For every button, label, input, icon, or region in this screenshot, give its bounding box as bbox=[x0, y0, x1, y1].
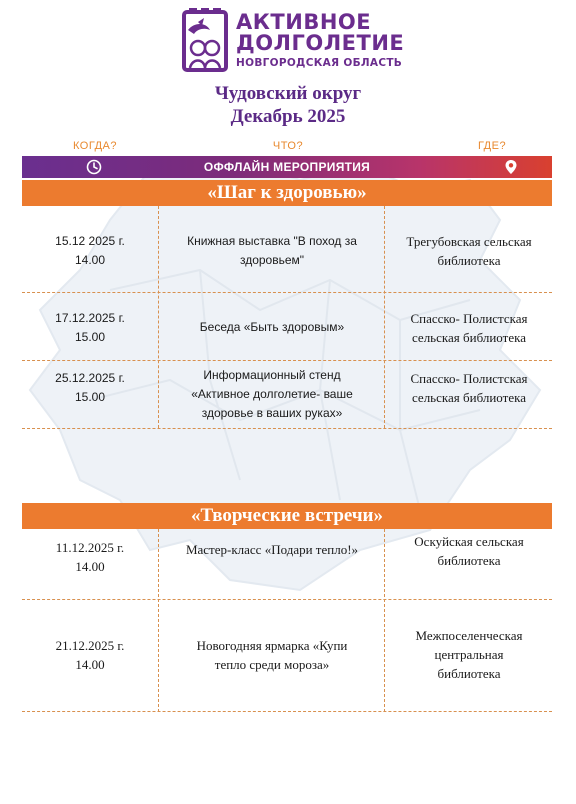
event-place-cell bbox=[386, 626, 552, 683]
logo-emblem-icon bbox=[180, 8, 230, 74]
logo-text bbox=[236, 12, 404, 70]
column-header-where: ГДЕ? bbox=[477, 140, 507, 152]
section-header-health: «Шаг к здоровью» bbox=[22, 180, 552, 206]
event-time: 15.00 bbox=[74, 390, 106, 404]
column-header-what: ЧТО? bbox=[272, 140, 304, 152]
event-date: 15.12 2025 г. bbox=[55, 234, 125, 248]
event-place-line: Трегубовская сельская bbox=[406, 234, 532, 249]
section-header-creative: «Творческие встречи» bbox=[22, 503, 552, 529]
event-place-line: Спасско- Полистская bbox=[410, 311, 528, 326]
event-title-cell bbox=[160, 232, 384, 270]
column-divider bbox=[158, 529, 159, 712]
event-title-line: «Активное долголетие- ваше bbox=[191, 387, 353, 401]
event-place-line: Спасско- Полистская bbox=[410, 371, 528, 386]
row-divider bbox=[22, 599, 552, 600]
column-divider bbox=[384, 529, 385, 712]
offline-events-banner bbox=[22, 156, 552, 178]
event-place-line: центральная bbox=[434, 647, 504, 662]
event-time: 15.00 bbox=[74, 330, 106, 344]
event-place-cell bbox=[386, 309, 552, 347]
event-date: 17.12.2025 г. bbox=[55, 311, 125, 325]
logo-line-1: АКТИВНОЕ bbox=[236, 10, 372, 34]
event-date-cell bbox=[22, 636, 158, 674]
event-place-cell bbox=[386, 369, 552, 407]
event-title-cell bbox=[160, 540, 384, 559]
event-place-line: библиотека bbox=[437, 553, 501, 568]
event-place-line: Межпоселенческая bbox=[415, 628, 523, 643]
event-title-line: тепло среди мороза» bbox=[214, 657, 330, 672]
event-title-cell bbox=[160, 636, 384, 674]
logo-line-3: НОВГОРОДСКАЯ ОБЛАСТЬ bbox=[236, 57, 403, 69]
event-date-cell bbox=[22, 369, 158, 407]
district-title: Чудовский округ bbox=[214, 83, 362, 104]
event-time: 14.00 bbox=[74, 253, 106, 267]
column-divider bbox=[158, 206, 159, 428]
event-title-line: Беседа «Быть здоровым» bbox=[199, 320, 345, 334]
event-place-line: библиотека bbox=[437, 666, 501, 681]
event-place-cell bbox=[386, 232, 552, 270]
event-date-cell bbox=[22, 232, 158, 270]
event-date: 21.12.2025 г. bbox=[55, 638, 125, 653]
event-place-line: сельская библиотека bbox=[412, 330, 526, 345]
event-title-line: Мастер-класс «Подари тепло!» bbox=[185, 542, 359, 557]
event-date-cell bbox=[22, 538, 158, 576]
event-place-line: сельская библиотека bbox=[412, 390, 526, 405]
month-title: Декабрь 2025 bbox=[230, 106, 346, 127]
event-date-cell bbox=[22, 309, 158, 347]
row-divider bbox=[22, 711, 552, 712]
event-title-line: Книжная выставка "В поход за bbox=[187, 234, 357, 248]
column-divider bbox=[384, 206, 385, 428]
event-date: 25.12.2025 г. bbox=[55, 371, 125, 385]
event-date: 11.12.2025 г. bbox=[55, 540, 125, 555]
event-title-line: Новогодняя ярмарка «Купи bbox=[196, 638, 348, 653]
event-title-line: Информационный стенд bbox=[203, 368, 341, 382]
row-divider bbox=[22, 360, 552, 361]
event-time: 14.00 bbox=[75, 559, 105, 574]
event-title-line: здоровьем" bbox=[239, 253, 305, 267]
logo-line-2: ДОЛГОЛЕТИЕ bbox=[236, 31, 405, 55]
event-time: 14.00 bbox=[75, 657, 105, 672]
event-place-line: Оскуйская сельская bbox=[414, 534, 524, 549]
location-pin-icon bbox=[503, 159, 519, 175]
event-title-cell bbox=[160, 366, 384, 423]
row-divider bbox=[22, 292, 552, 293]
event-title-cell bbox=[160, 318, 384, 337]
event-place-cell bbox=[386, 532, 552, 570]
banner-label: ОФФЛАЙН МЕРОПРИЯТИЯ bbox=[203, 160, 371, 174]
event-place-line: библиотека bbox=[437, 253, 501, 268]
column-header-when: КОГДА? bbox=[73, 140, 117, 152]
event-title-line: здоровье в ваших руках» bbox=[201, 406, 343, 420]
row-divider bbox=[22, 428, 552, 429]
logo bbox=[180, 8, 410, 78]
